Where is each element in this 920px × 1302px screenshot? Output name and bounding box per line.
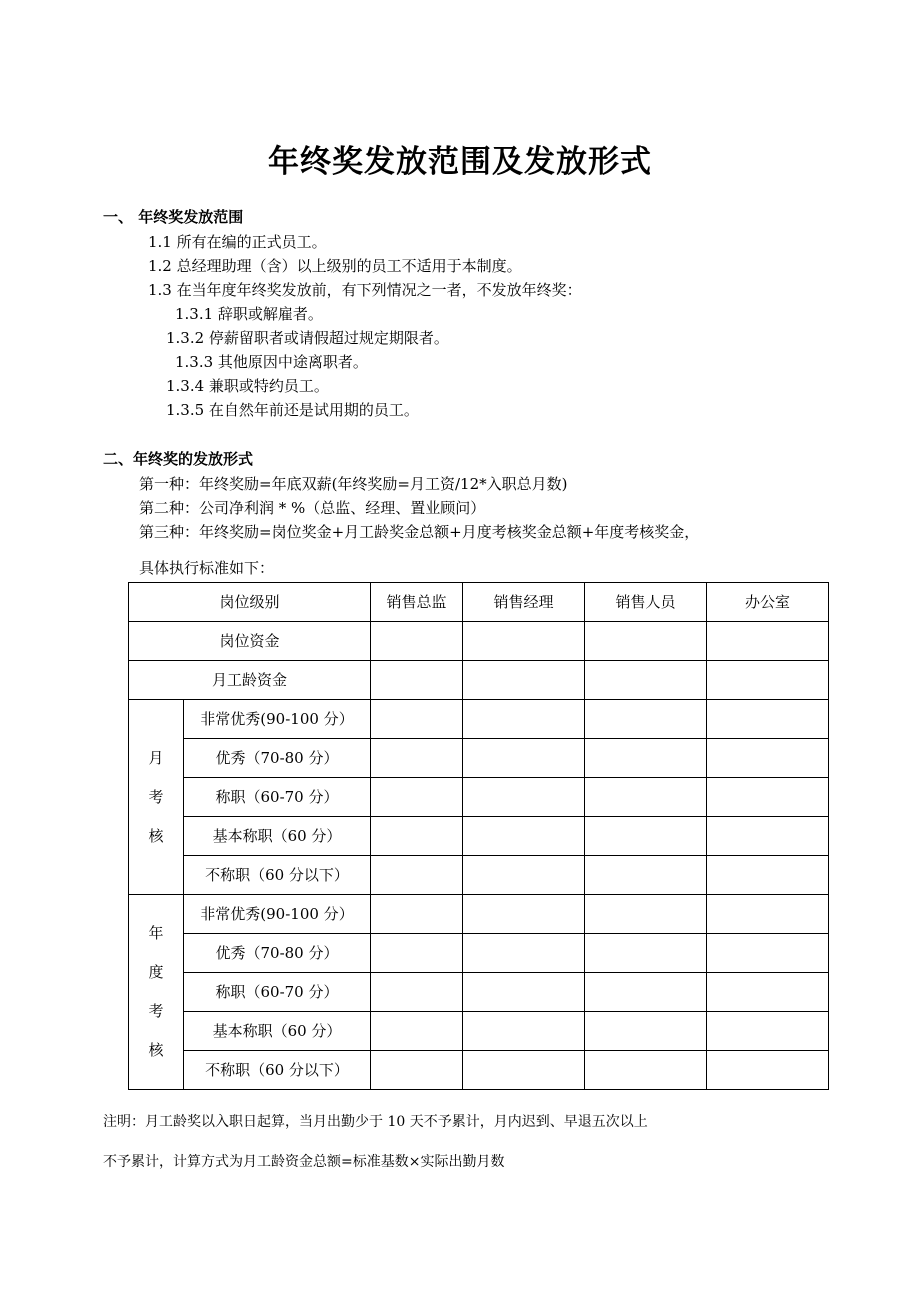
- form-option: 第三种：年终奖励=岗位奖金+月工龄奖金总额+月度考核奖金总额+年度考核奖金，: [139, 523, 700, 541]
- header-cell: 岗位级别: [129, 583, 371, 622]
- table-cell: [585, 973, 707, 1012]
- row-label: 月工龄资金: [129, 661, 371, 700]
- table-cell: [707, 622, 829, 661]
- table-cell: [707, 1051, 829, 1090]
- table-cell: [463, 856, 585, 895]
- table-cell: [463, 622, 585, 661]
- table-cell: [371, 934, 463, 973]
- list-item: 1.1 所有在编的正式员工。: [148, 233, 327, 251]
- grade-label: 优秀（70-80 分）: [184, 934, 371, 973]
- table-cell: [585, 739, 707, 778]
- header-cell: 销售人员: [585, 583, 707, 622]
- grade-label: 称职（60-70 分）: [184, 778, 371, 817]
- header-cell: 办公室: [707, 583, 829, 622]
- table-cell: [371, 661, 463, 700]
- table-row: [129, 895, 829, 934]
- table-row: [129, 1051, 829, 1090]
- table-cell: [463, 1051, 585, 1090]
- grade-label: 基本称职（60 分）: [184, 1012, 371, 1051]
- table-cell: [463, 661, 585, 700]
- table-cell: [371, 622, 463, 661]
- table-row: [129, 817, 829, 856]
- table-cell: [707, 973, 829, 1012]
- table-cell: [585, 700, 707, 739]
- page-title: 年终奖发放范围及发放形式: [268, 144, 652, 180]
- note-line: 不予累计，计算方式为月工龄资金总额=标准基数×实际出勤月数: [103, 1154, 505, 1170]
- table-cell: [463, 895, 585, 934]
- row-label: 岗位资金: [129, 622, 371, 661]
- table-cell: [463, 778, 585, 817]
- grade-label: 基本称职（60 分）: [184, 817, 371, 856]
- table-cell: [707, 856, 829, 895]
- table-header-row: [129, 583, 829, 622]
- table-cell: [463, 1012, 585, 1051]
- table-cell: [707, 817, 829, 856]
- table-row: [129, 934, 829, 973]
- table-row: [129, 778, 829, 817]
- table-cell: [463, 817, 585, 856]
- table-row: [129, 856, 829, 895]
- table-cell: [463, 973, 585, 1012]
- grade-label: 非常优秀(90-100 分）: [184, 700, 371, 739]
- table-cell: [371, 700, 463, 739]
- table-cell: [585, 622, 707, 661]
- table-row: [129, 739, 829, 778]
- table-row: [129, 973, 829, 1012]
- header-cell: 销售总监: [371, 583, 463, 622]
- list-subitem: 1.3.1 辞职或解雇者。: [175, 305, 323, 323]
- grade-label: 优秀（70-80 分）: [184, 739, 371, 778]
- table-row: [129, 700, 829, 739]
- table-cell: [371, 895, 463, 934]
- table-cell: [707, 934, 829, 973]
- bonus-standard-table: [128, 582, 829, 1090]
- table-cell: [463, 700, 585, 739]
- table-cell: [707, 700, 829, 739]
- table-cell: [585, 661, 707, 700]
- table-cell: [371, 973, 463, 1012]
- note-line: 注明：月工龄奖以入职日起算，当月出勤少于 10 天不予累计，月内迟到、早退五次以上: [103, 1114, 648, 1130]
- table-cell: [707, 778, 829, 817]
- table-cell: [371, 778, 463, 817]
- table-cell: [371, 817, 463, 856]
- section-2-heading: 二、年终奖的发放形式: [103, 450, 254, 468]
- grade-label: 不称职（60 分以下）: [184, 1051, 371, 1090]
- table-cell: [585, 778, 707, 817]
- table-cell: [585, 856, 707, 895]
- grade-label: 非常优秀(90-100 分）: [184, 895, 371, 934]
- table-cell: [371, 739, 463, 778]
- list-subitem: 1.3.5 在自然年前还是试用期的员工。: [166, 401, 419, 419]
- table-cell: [707, 895, 829, 934]
- table-cell: [371, 1051, 463, 1090]
- table-cell: [707, 1012, 829, 1051]
- list-item: 1.2 总经理助理（含）以上级别的员工不适用于本制度。: [148, 257, 522, 275]
- table-cell: [585, 1012, 707, 1051]
- section-1-heading: 一、 年终奖发放范围: [103, 208, 244, 226]
- list-subitem: 1.3.2 停薪留职者或请假超过规定期限者。: [166, 329, 449, 347]
- list-item: 1.3 在当年度年终奖发放前，有下列情况之一者，不发放年终奖：: [148, 281, 582, 299]
- header-cell: 销售经理: [463, 583, 585, 622]
- table-cell: [707, 661, 829, 700]
- table-intro: 具体执行标准如下：: [139, 559, 275, 577]
- table-row: [129, 1012, 829, 1051]
- table-cell: [463, 934, 585, 973]
- table-row: [129, 622, 829, 661]
- list-subitem: 1.3.4 兼职或特约员工。: [166, 377, 329, 395]
- table-cell: [463, 739, 585, 778]
- table-cell: [585, 817, 707, 856]
- monthly-assessment-label: 月 考 核: [129, 700, 184, 895]
- form-option: 第一种：年终奖励=年底双薪(年终奖励=月工资/12*入职总月数): [139, 475, 568, 493]
- list-subitem: 1.3.3 其他原因中途离职者。: [175, 353, 368, 371]
- yearly-assessment-label: 年 度 考 核: [129, 895, 184, 1090]
- table-cell: [585, 1051, 707, 1090]
- table-cell: [585, 934, 707, 973]
- table-cell: [585, 895, 707, 934]
- table-row: [129, 661, 829, 700]
- table-cell: [371, 1012, 463, 1051]
- table-cell: [707, 739, 829, 778]
- form-option: 第二种：公司净利润 * %（总监、经理、置业顾问）: [139, 499, 486, 517]
- grade-label: 不称职（60 分以下）: [184, 856, 371, 895]
- grade-label: 称职（60-70 分）: [184, 973, 371, 1012]
- table-cell: [371, 856, 463, 895]
